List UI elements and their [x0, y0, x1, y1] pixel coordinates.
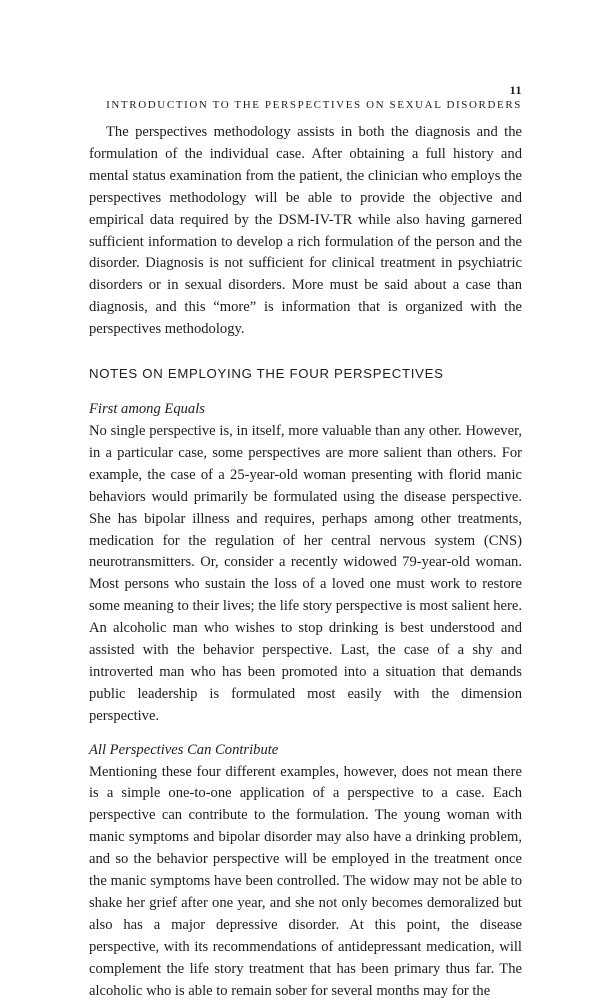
page-number: 11 [509, 83, 522, 97]
subheading: First among Equals [89, 401, 205, 418]
body-paragraph: Mentioning these four different examples, however, does not mean there is a simple one-to-one application of a perspective to a case. Each perspective can contribute to the formulation. The young woman with manic symptoms and bipolar disorder may also have a drinking problem, and so the behavior perspective will be employed in the treatment once the manic symptoms have been controlled. The widow may not be able to shake her grief after one year, and she not only becomes demoralized but also has a major depressive disorder. At this point, the disease perspective, with its recommendations of antidepressant medication, will complement the life story treatment that has been primary thus far. The alcoholic who is able to remain sober for several months may for the [89, 763, 522, 999]
subheading: All Perspectives Can Contribute [89, 741, 279, 758]
body-paragraph: The perspectives methodology assists in both the diagnosis and the formulation of the individual case. After obtaining a full history and mental status examination from the patient, the clinician who employs the perspectives methodology will be able to provide the objective and empirical data required by the DSM-IV-TR while also having garnered sufficient information to develop a rich formulation of the person and the disorder. Diagnosis is not sufficient for clinical treatment in psychiatric disorders or in sexual disorders. More must be said about a case than diagnosis, and this “more” is information that is organized with the perspectives methodology. [89, 124, 522, 338]
page-content [89, 122, 522, 1003]
section-heading: NOTES ON EMPLOYING THE FOUR PERSPECTIVES [89, 366, 444, 382]
running-head: INTRODUCTION TO THE PERSPECTIVES ON SEXUAL DISORDERS [106, 99, 522, 111]
body-paragraph: No single perspective is, in itself, more valuable than any other. However, in a particular case, some perspectives are more salient than others. For example, the case of a 25-year-old woman presenting with florid manic behaviors would primarily be formulated using the disease perspective. She has bipolar illness and requires, perhaps among other treatments, medication for the regulation of her central nervous system (CNS) neurotransmitters. Or, consider a recently widowed 79-year-old woman. Most persons who sustain the loss of a loved one must work to restore some meaning to their lives; the life story perspective is most salient here. An alcoholic man who wishes to stop drinking is best understood and assisted with the behavior perspective. Last, the case of a shy and introverted man who has been promoted into a situation that demands public leadership is formulated most easily with the dimension perspective. [89, 422, 522, 724]
